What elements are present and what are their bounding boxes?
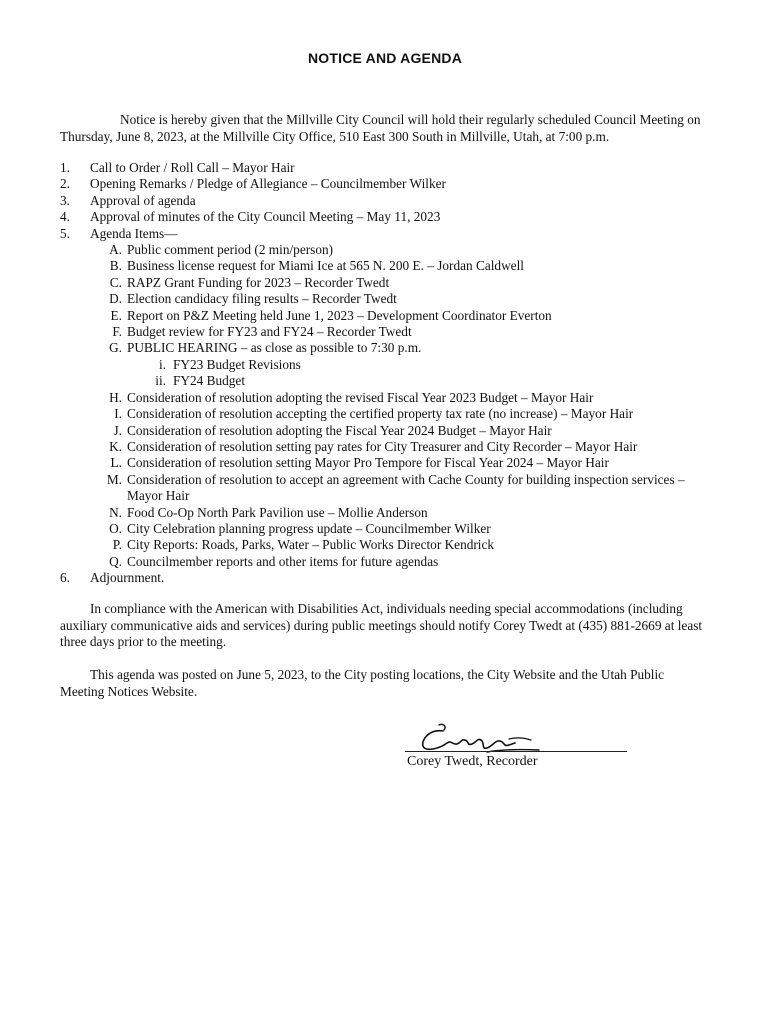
sub-item-text: Election candidacy filing results – Recorder Twedt bbox=[127, 291, 397, 307]
agenda-list bbox=[60, 160, 720, 587]
sub-item-text: Consideration of resolution to accept an agreement with Cache County for building inspection services – bbox=[127, 471, 685, 487]
sub-item-letter: G. bbox=[109, 340, 122, 356]
sub-item-text: Business license request for Miami Ice at 565 N. 200 E. – Jordan Caldwell bbox=[127, 258, 524, 274]
sub-item-letter: D. bbox=[109, 291, 122, 307]
agenda-item bbox=[60, 176, 720, 192]
intro-paragraph: Notice is hereby given that the Millville City Council will hold their regularly scheduled Council Meeting on Thursday, June 8, 2023, at the Millville City Office, 510 East 300 South in Millville, Utah, at 7:00 p.m. bbox=[60, 112, 701, 144]
sub-item bbox=[60, 455, 720, 471]
sub-item-letter: M. bbox=[106, 471, 122, 487]
roman-numeral: i. bbox=[158, 356, 166, 372]
sub-item-text: Food Co-Op North Park Pavilion use – Mollie Anderson bbox=[127, 504, 428, 520]
item-number: 5. bbox=[60, 225, 70, 241]
sub-item bbox=[60, 406, 720, 422]
sub-item-letter: H. bbox=[109, 389, 122, 405]
sub-item-letter: A. bbox=[109, 242, 122, 258]
sub-item-text: Consideration of resolution setting Mayor Pro Tempore for Fiscal Year 2024 – Mayor Hair bbox=[127, 455, 609, 471]
signer-name: Corey Twedt, Recorder bbox=[407, 754, 538, 769]
sub-item-text: PUBLIC HEARING – as close as possible to 7:30 p.m. bbox=[127, 340, 422, 356]
sub-item-text: Consideration of resolution accepting the certified property tax rate (no increase) – Mayor Hair bbox=[127, 406, 634, 422]
signature-block bbox=[405, 718, 630, 778]
agenda-item bbox=[60, 570, 720, 586]
item-text: Call to Order / Roll Call – Mayor Hair bbox=[90, 160, 295, 175]
sub-item bbox=[60, 390, 720, 406]
item-text: Approval of agenda bbox=[90, 192, 196, 208]
sub-item-letter: J. bbox=[113, 422, 122, 438]
sub-item bbox=[60, 439, 720, 455]
sub-item-letter: O. bbox=[109, 520, 122, 536]
hearing-item-text: FY24 Budget bbox=[173, 373, 246, 389]
sub-item-text: Consideration of resolution adopting the Fiscal Year 2024 Budget – Mayor Hair bbox=[127, 422, 552, 438]
ada-paragraph: In compliance with the American with Disabilities Act, individuals needing special accommodations (including auxiliary communicative aids and services) during public meetings should notify Corey Twedt at (435) 881-2669 at least three days prior to the meeting. bbox=[60, 601, 703, 649]
sub-item-letter: C. bbox=[109, 274, 122, 290]
agenda-item bbox=[60, 160, 720, 176]
item-number: 4. bbox=[60, 209, 70, 225]
agenda-item bbox=[60, 226, 720, 242]
sub-item-text: Consideration of resolution adopting the revised Fiscal Year 2023 Budget – Mayor Hair bbox=[127, 389, 594, 405]
sub-item-text: Councilmember reports and other items for future agendas bbox=[127, 553, 439, 569]
hearing-sub-item bbox=[60, 357, 720, 373]
hearing-sub-item bbox=[60, 373, 720, 389]
item-number: 1. bbox=[60, 160, 70, 175]
sub-item bbox=[60, 521, 720, 537]
agenda-item bbox=[60, 193, 720, 209]
posting-paragraph: This agenda was posted on June 5, 2023, to the City posting locations, the City Website and the Utah Public Meeting Notices Website. bbox=[60, 667, 665, 699]
item-text: Agenda Items— bbox=[90, 225, 178, 241]
sub-item bbox=[60, 554, 720, 570]
sub-item bbox=[60, 423, 720, 439]
sub-item-letter: N. bbox=[109, 504, 122, 520]
sub-item bbox=[60, 291, 720, 307]
sub-item bbox=[60, 258, 720, 274]
item-number: 3. bbox=[60, 192, 70, 208]
signature-line bbox=[405, 751, 627, 752]
sub-item-text: Consideration of resolution setting pay rates for City Treasurer and City Recorder – Mayor Hair bbox=[127, 438, 638, 454]
sub-item-letter: P. bbox=[112, 537, 122, 553]
sub-item-letter: F. bbox=[112, 324, 122, 340]
sub-item bbox=[60, 340, 720, 356]
sub-item-letter: Q. bbox=[109, 553, 122, 569]
sub-item-letter: K. bbox=[109, 438, 122, 454]
item-number: 2. bbox=[60, 176, 70, 192]
item-text: Opening Remarks / Pledge of Allegiance – Councilmember Wilker bbox=[90, 176, 446, 192]
roman-numeral: ii. bbox=[155, 373, 166, 389]
sub-item-text-continued: Mayor Hair bbox=[127, 488, 190, 504]
sub-item bbox=[60, 242, 720, 258]
document-title: NOTICE AND AGENDA bbox=[307, 50, 463, 66]
sub-item bbox=[60, 472, 720, 505]
sub-item bbox=[60, 505, 720, 521]
sub-item-letter: E. bbox=[110, 307, 122, 323]
sub-item-text: Budget review for FY23 and FY24 – Recorder Twedt bbox=[127, 324, 412, 340]
agenda-item bbox=[60, 209, 720, 225]
item-number: 6. bbox=[60, 570, 70, 586]
sub-item bbox=[60, 537, 720, 553]
sub-item-letter: L. bbox=[110, 455, 122, 471]
hearing-item-text: FY23 Budget Revisions bbox=[173, 356, 301, 372]
sub-item-text: City Celebration planning progress update – Councilmember Wilker bbox=[127, 520, 491, 536]
sub-item-text: Report on P&Z Meeting held June 1, 2023 – Development Coordinator Everton bbox=[127, 307, 552, 323]
item-text: Adjournment. bbox=[90, 570, 165, 586]
handwritten-signature-icon bbox=[417, 722, 542, 758]
item-text: Approval of minutes of the City Council Meeting – May 11, 2023 bbox=[90, 209, 441, 225]
sub-item bbox=[60, 324, 720, 340]
sub-item bbox=[60, 275, 720, 291]
sub-item-text: Public comment period (2 min/person) bbox=[127, 242, 334, 258]
sub-item bbox=[60, 308, 720, 324]
sub-item-text: City Reports: Roads, Parks, Water – Public Works Director Kendrick bbox=[127, 537, 495, 553]
sub-item-letter: B. bbox=[109, 258, 122, 274]
sub-item-letter: I. bbox=[114, 406, 122, 422]
sub-item-text: RAPZ Grant Funding for 2023 – Recorder Twedt bbox=[127, 274, 390, 290]
